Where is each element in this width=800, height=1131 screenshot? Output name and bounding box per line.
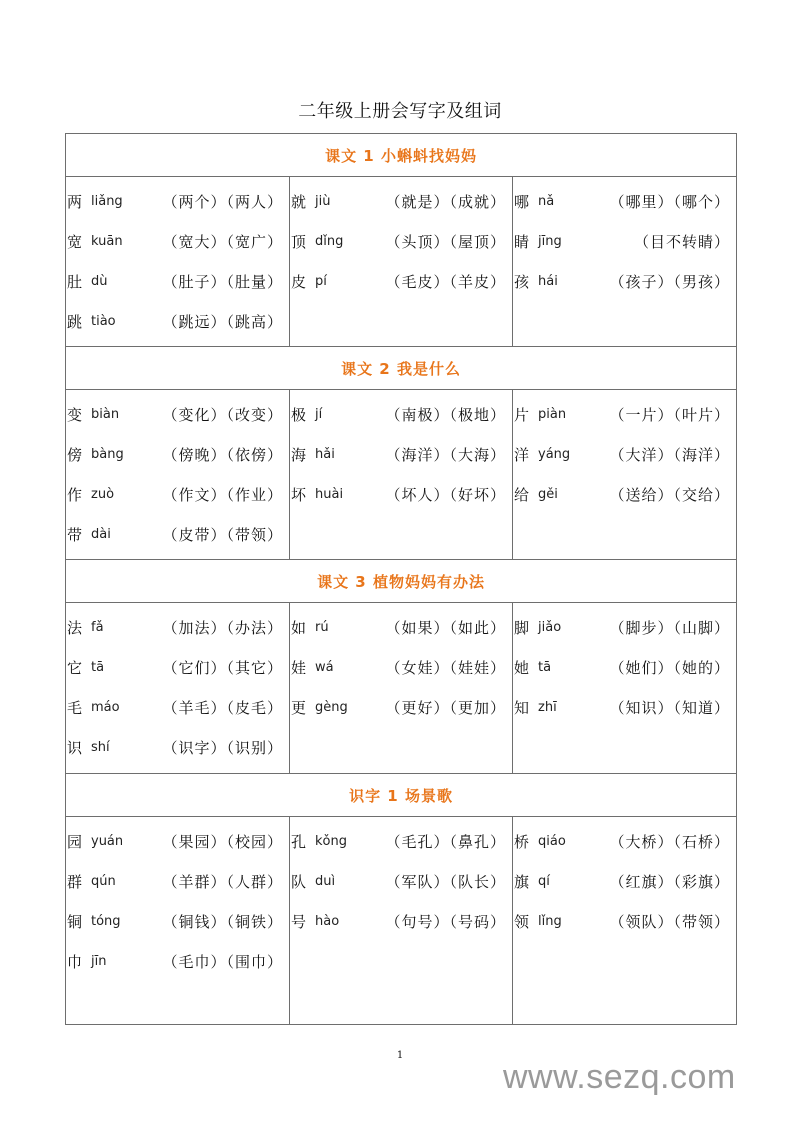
- section-heading: 识字 1 场景歌: [66, 774, 737, 817]
- section-body-row: [66, 177, 737, 347]
- pinyin: kuān: [91, 233, 123, 249]
- compound-words: （女娃）（娃娃）: [385, 658, 506, 677]
- word-column: [290, 817, 513, 1025]
- word-column: [290, 390, 513, 560]
- word-column: [66, 817, 290, 1025]
- character: 孩: [514, 272, 530, 291]
- pinyin: fǎ: [91, 619, 104, 635]
- pinyin: lǐng: [538, 913, 562, 929]
- word-entry: [290, 687, 512, 727]
- compound-words: （变化）（改变）: [162, 405, 283, 424]
- character: 睛: [514, 232, 530, 251]
- compound-words: （它们）（其它）: [162, 658, 283, 677]
- section-heading: 课文 2 我是什么: [66, 347, 737, 390]
- word-entry: [66, 261, 289, 301]
- word-entry: [513, 687, 736, 727]
- section-body-row: [66, 817, 737, 1025]
- compound-words: （她们）（她的）: [609, 658, 731, 677]
- compound-words: （羊群）（人群）: [162, 872, 283, 891]
- pinyin: huài: [315, 486, 344, 502]
- page-title: 二年级上册会写字及组词: [298, 101, 502, 122]
- word-entry: [513, 861, 736, 901]
- word-entry: [66, 861, 289, 901]
- character: 带: [67, 525, 83, 544]
- compound-words: （两个）（两人）: [162, 192, 283, 211]
- word-column: [290, 603, 513, 774]
- character: 如: [291, 618, 307, 637]
- word-entry: [66, 301, 289, 341]
- word-entry: [66, 727, 289, 767]
- section-heading-row: [66, 560, 737, 603]
- word-entry: [290, 901, 512, 941]
- word-entry: [66, 647, 289, 687]
- character: 给: [514, 485, 530, 504]
- character: 洋: [514, 445, 530, 464]
- character: 跳: [67, 312, 83, 331]
- pinyin: yuán: [91, 833, 124, 849]
- character: 傍: [67, 445, 83, 464]
- character: 铜: [67, 912, 83, 931]
- word-entry: [513, 394, 736, 434]
- pinyin: pí: [315, 273, 327, 289]
- pinyin: hǎi: [315, 446, 335, 462]
- character: 她: [514, 658, 530, 677]
- word-entry: [66, 434, 289, 474]
- word-entry: [66, 221, 289, 261]
- section-heading-row: [66, 774, 737, 817]
- pinyin: qiáo: [538, 833, 566, 849]
- word-column: [66, 177, 290, 347]
- word-entry: [290, 434, 512, 474]
- word-entry: [290, 647, 512, 687]
- pinyin: jí: [315, 406, 323, 422]
- compound-words: （大洋）（海洋）: [609, 445, 731, 464]
- word-entry: [513, 901, 736, 941]
- word-entry: [66, 474, 289, 514]
- character: 法: [67, 618, 83, 637]
- pinyin: qí: [538, 873, 550, 889]
- compound-words: （海洋）（大海）: [385, 445, 506, 464]
- pinyin: shí: [91, 739, 110, 755]
- compound-words: （羊毛）（皮毛）: [162, 698, 283, 717]
- pinyin: zuò: [91, 486, 115, 502]
- word-column: [290, 177, 513, 347]
- word-entry: [66, 687, 289, 727]
- section-body-row: [66, 603, 737, 774]
- page-number: 1: [396, 1050, 404, 1061]
- vocabulary-table: [65, 133, 737, 1025]
- compound-words: （果园）（校园）: [162, 832, 283, 851]
- character: 极: [291, 405, 307, 424]
- pinyin: duì: [315, 873, 336, 889]
- character: 脚: [514, 618, 530, 637]
- compound-words: （孩子）（男孩）: [609, 272, 731, 291]
- character: 识: [67, 738, 83, 757]
- character: 海: [291, 445, 307, 464]
- compound-words: （宽大）（宽广）: [162, 232, 283, 251]
- compound-words: （毛皮）（羊皮）: [385, 272, 506, 291]
- word-entry: [290, 181, 512, 221]
- word-entry: [66, 394, 289, 434]
- compound-words: （傍晚）（依傍）: [162, 445, 283, 464]
- pinyin: rú: [315, 619, 329, 635]
- section-heading-row: [66, 134, 737, 177]
- word-entry: [513, 261, 736, 301]
- pinyin: dù: [91, 273, 108, 289]
- word-entry: [290, 607, 512, 647]
- section-heading: 课文 3 植物妈妈有办法: [66, 560, 737, 603]
- compound-words: （哪里）（哪个）: [609, 192, 731, 211]
- word-column: [513, 177, 737, 347]
- character: 顶: [291, 232, 307, 251]
- character: 宽: [67, 232, 83, 251]
- pinyin: tā: [538, 659, 552, 675]
- character: 作: [67, 485, 83, 504]
- pinyin: tā: [91, 659, 105, 675]
- pinyin: liǎng: [91, 193, 123, 209]
- pinyin: hái: [538, 273, 558, 289]
- compound-words: （红旗）（彩旗）: [609, 872, 731, 891]
- word-entry: [513, 434, 736, 474]
- word-entry: [290, 221, 512, 261]
- compound-words: （目不转睛）: [634, 232, 731, 251]
- compound-words: （毛巾）（围巾）: [162, 952, 283, 971]
- character: 知: [514, 698, 530, 717]
- pinyin: jiǎo: [538, 619, 562, 635]
- compound-words: （加法）（办法）: [162, 618, 283, 637]
- compound-words: （就是）（成就）: [385, 192, 506, 211]
- character: 肚: [67, 272, 83, 291]
- character: 群: [67, 872, 83, 891]
- compound-words: （南极）（极地）: [385, 405, 506, 424]
- word-entry: [290, 394, 512, 434]
- character: 娃: [291, 658, 307, 677]
- word-entry: [513, 607, 736, 647]
- word-entry: [513, 647, 736, 687]
- pinyin: dǐng: [315, 233, 344, 249]
- word-entry: [66, 607, 289, 647]
- pinyin: piàn: [538, 406, 567, 422]
- compound-words: （送给）（交给）: [609, 485, 731, 504]
- compound-words: （坏人）（好坏）: [385, 485, 506, 504]
- section-heading: 课文 1 小蝌蚪找妈妈: [66, 134, 737, 177]
- pinyin: tóng: [91, 913, 121, 929]
- word-entry: [290, 861, 512, 901]
- character: 更: [291, 698, 307, 717]
- character: 园: [67, 832, 83, 851]
- pinyin: zhī: [538, 699, 557, 715]
- compound-words: （更好）（更加）: [385, 698, 506, 717]
- word-entry: [66, 514, 289, 554]
- pinyin: biàn: [91, 406, 120, 422]
- compound-words: （皮带）（带领）: [162, 525, 283, 544]
- section-body-row: [66, 390, 737, 560]
- word-entry: [66, 821, 289, 861]
- pinyin: máo: [91, 699, 120, 715]
- pinyin: kǒng: [315, 833, 347, 849]
- pinyin: jiù: [315, 193, 331, 209]
- compound-words: （脚步）（山脚）: [609, 618, 731, 637]
- word-entry: [513, 821, 736, 861]
- character: 旗: [514, 872, 530, 891]
- pinyin: jīng: [538, 233, 562, 249]
- pinyin: hào: [315, 913, 340, 929]
- character: 坏: [291, 485, 307, 504]
- compound-words: （跳远）（跳高）: [162, 312, 283, 331]
- character: 领: [514, 912, 530, 931]
- word-column: [66, 390, 290, 560]
- pinyin: dài: [91, 526, 111, 542]
- compound-words: （肚子）（肚量）: [162, 272, 283, 291]
- character: 毛: [67, 698, 83, 717]
- compound-words: （领队）（带领）: [609, 912, 731, 931]
- word-entry: [66, 901, 289, 941]
- compound-words: （大桥）（石桥）: [609, 832, 731, 851]
- word-entry: [66, 181, 289, 221]
- compound-words: （作文）（作业）: [162, 485, 283, 504]
- pinyin: nǎ: [538, 193, 555, 209]
- character: 队: [291, 872, 307, 891]
- character: 它: [67, 658, 83, 677]
- word-entry: [290, 474, 512, 514]
- pinyin: wá: [315, 659, 334, 675]
- pinyin: bàng: [91, 446, 124, 462]
- character: 哪: [514, 192, 530, 211]
- word-column: [66, 603, 290, 774]
- compound-words: （识字）（识别）: [162, 738, 283, 757]
- compound-words: （铜钱）（铜铁）: [162, 912, 283, 931]
- compound-words: （知识）（知道）: [609, 698, 731, 717]
- word-column: [513, 817, 737, 1025]
- word-entry: [513, 474, 736, 514]
- compound-words: （毛孔）（鼻孔）: [385, 832, 506, 851]
- compound-words: （一片）（叶片）: [609, 405, 731, 424]
- character: 两: [67, 192, 83, 211]
- compound-words: （头顶）（屋顶）: [385, 232, 506, 251]
- character: 片: [514, 405, 530, 424]
- character: 巾: [67, 952, 83, 971]
- pinyin: jīn: [91, 953, 107, 969]
- pinyin: yáng: [538, 446, 571, 462]
- pinyin: qún: [91, 873, 116, 889]
- compound-words: （句号）（号码）: [385, 912, 506, 931]
- word-column: [513, 603, 737, 774]
- pinyin: tiào: [91, 313, 116, 329]
- section-heading-row: [66, 347, 737, 390]
- pinyin: gěi: [538, 486, 558, 502]
- pinyin: gèng: [315, 699, 348, 715]
- character: 孔: [291, 832, 307, 851]
- word-entry: [290, 821, 512, 861]
- word-entry: [513, 221, 736, 261]
- character: 号: [291, 912, 307, 931]
- character: 皮: [291, 272, 307, 291]
- word-entry: [290, 261, 512, 301]
- compound-words: （军队）（队长）: [385, 872, 506, 891]
- character: 就: [291, 192, 307, 211]
- character: 变: [67, 405, 83, 424]
- character: 桥: [514, 832, 530, 851]
- word-entry: [513, 181, 736, 221]
- compound-words: （如果）（如此）: [385, 618, 506, 637]
- watermark: www.sezq.com: [503, 1058, 736, 1096]
- word-entry: [66, 941, 289, 981]
- word-column: [513, 390, 737, 560]
